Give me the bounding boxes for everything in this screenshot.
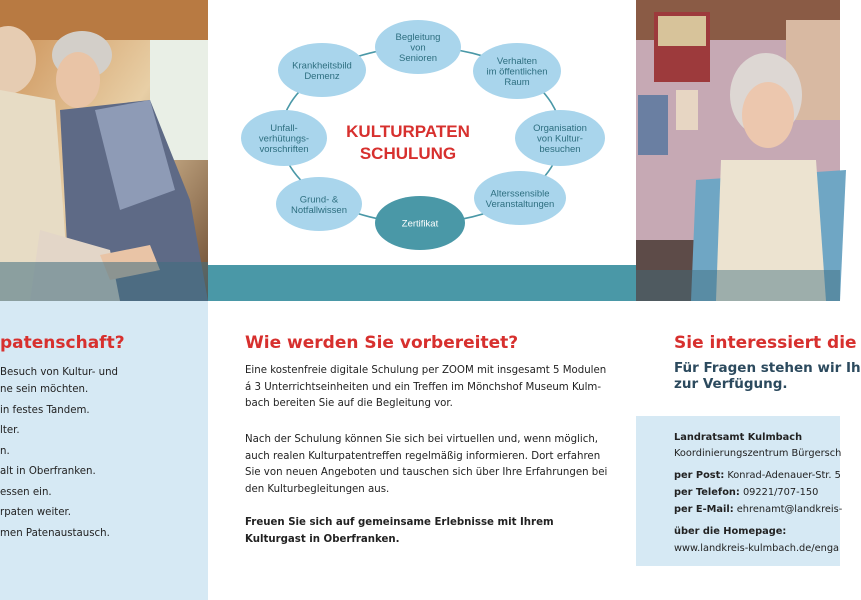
diagram-node-label: Grund- & xyxy=(299,194,339,206)
diagram-node-label: besuchen xyxy=(539,144,581,155)
diagram-node-label: Veranstaltungen xyxy=(485,198,555,210)
diagram-node-label: verhütungs- xyxy=(258,133,310,145)
middle-heading: Wie werden Sie vorbereitet? xyxy=(245,333,519,353)
paragraph-treffen xyxy=(245,432,625,498)
contact-web-link[interactable]: www.landkreis-kulmbach.de/enga xyxy=(674,543,840,554)
contact-email-link[interactable]: ehrenamt@landkreis- xyxy=(736,504,843,515)
diagram-node-label: vorschriften xyxy=(259,144,309,155)
left-list-item: essen ein. xyxy=(0,487,52,498)
contact-phone-label: per Telefon: xyxy=(674,487,740,498)
photo-left xyxy=(0,0,208,301)
diagram-title-line1: KULTURPATEN xyxy=(346,122,470,141)
left-list-item: n. xyxy=(0,446,10,457)
paragraph-line: Sie von neuen Angeboten und tauschen sich über Ihre Erfahrungen bei xyxy=(245,467,608,478)
left-list-item: ne sein möchten. xyxy=(0,384,89,395)
paragraph-line: bach bereiten Sie auf die Begleitung vor. xyxy=(245,398,453,409)
contact-post-value: Konrad-Adenauer-Str. 5 xyxy=(727,470,841,481)
contact-web-label: über die Homepage: xyxy=(674,526,787,537)
diagram-node-label: Raum xyxy=(504,77,530,88)
contact-phone xyxy=(674,487,818,498)
paragraph-line: den Kulturbegleitungen aus. xyxy=(245,483,390,495)
training-modules-diagram xyxy=(208,0,636,265)
contact-box xyxy=(636,416,843,566)
diagram-node-label: Krankheitsbild xyxy=(292,60,352,72)
diagram-node-label: Notfallwissen xyxy=(291,204,347,216)
left-list-item: in festes Tandem. xyxy=(0,405,90,416)
diagram-node-label: Zertifikat xyxy=(401,218,439,230)
right-subheading xyxy=(674,360,861,392)
left-list-item: rpaten weiter. xyxy=(0,507,72,518)
paragraph-line: Eine kostenfreie digitale Schulung per ZOOM mit insgesamt 5 Modulen xyxy=(245,365,607,376)
paragraph-line: á 3 Unterrichtseinheiten und ein Treffen im Mönchshof Museum Kulm- xyxy=(245,381,602,393)
diagram-node-label: Begleitung xyxy=(395,32,441,43)
diagram-node xyxy=(515,110,605,166)
diagram-node xyxy=(278,43,366,97)
left-list-item: lter. xyxy=(0,425,20,436)
training-diagram xyxy=(208,0,636,265)
left-list-item: alt in Oberfranken. xyxy=(0,466,96,477)
diagram-node xyxy=(474,171,566,225)
left-panel xyxy=(0,301,208,600)
paragraph-line: auch realen Kulturpatentreffen regelmäßig informieren. Dort erfahren xyxy=(245,450,601,462)
contact-org: Landratsamt Kulmbach xyxy=(674,432,803,443)
left-list-item: Besuch von Kultur- und xyxy=(0,367,119,378)
diagram-node-label: im öffentlichen xyxy=(486,66,548,78)
diagram-node xyxy=(375,20,461,74)
paragraph-line: Nach der Schulung können Sie sich bei virtuellen und, wenn möglich, xyxy=(245,434,599,445)
diagram-node-label: von Kultur- xyxy=(537,133,583,145)
paragraph-line: Freuen Sie sich auf gemeinsame Erlebnisse mit Ihrem xyxy=(245,517,554,528)
left-heading: patenschaft? xyxy=(0,333,125,353)
right-panel xyxy=(636,301,861,600)
middle-panel xyxy=(208,301,636,600)
right-heading: Sie interessiert die xyxy=(674,333,857,353)
diagram-title-line2: SCHULUNG xyxy=(359,144,457,163)
diagram-node-label: Unfall- xyxy=(270,123,298,134)
diagram-node xyxy=(276,177,362,231)
diagram-node xyxy=(375,196,465,250)
photo-two-seniors-image xyxy=(0,0,208,301)
contact-dept: Koordinierungszentrum Bürgersch xyxy=(674,448,842,459)
diagram-node xyxy=(473,43,561,99)
diagram-node xyxy=(241,110,327,166)
contact-post-label: per Post: xyxy=(674,470,725,481)
paragraph-erlebnisse xyxy=(245,515,625,548)
contact-email-label: per E-Mail: xyxy=(674,504,734,515)
contact-email xyxy=(674,504,842,515)
photo-smiling-woman-image xyxy=(636,0,840,301)
left-list-item: men Patenaustausch. xyxy=(0,528,110,539)
paragraph-line: Kulturgast in Oberfranken. xyxy=(245,533,400,545)
diagram-node-label: Organisation xyxy=(533,123,587,134)
diagram-node-label: Senioren xyxy=(398,53,438,64)
subheading-line2: zur Verfügung. xyxy=(674,376,788,392)
diagram-node-label: Demenz xyxy=(304,70,340,82)
diagram-node-label: Alterssensible xyxy=(490,188,550,200)
contact-phone-value[interactable]: 09221/707-150 xyxy=(742,487,819,498)
diagram-node-label: von xyxy=(410,42,426,54)
contact-post xyxy=(674,470,841,481)
paragraph-schulung xyxy=(245,363,625,413)
subheading-line1: Für Fragen stehen wir Ih xyxy=(674,360,861,376)
photo-right xyxy=(636,0,840,301)
teal-band xyxy=(208,265,636,301)
diagram-node-label: Verhalten xyxy=(496,56,538,67)
